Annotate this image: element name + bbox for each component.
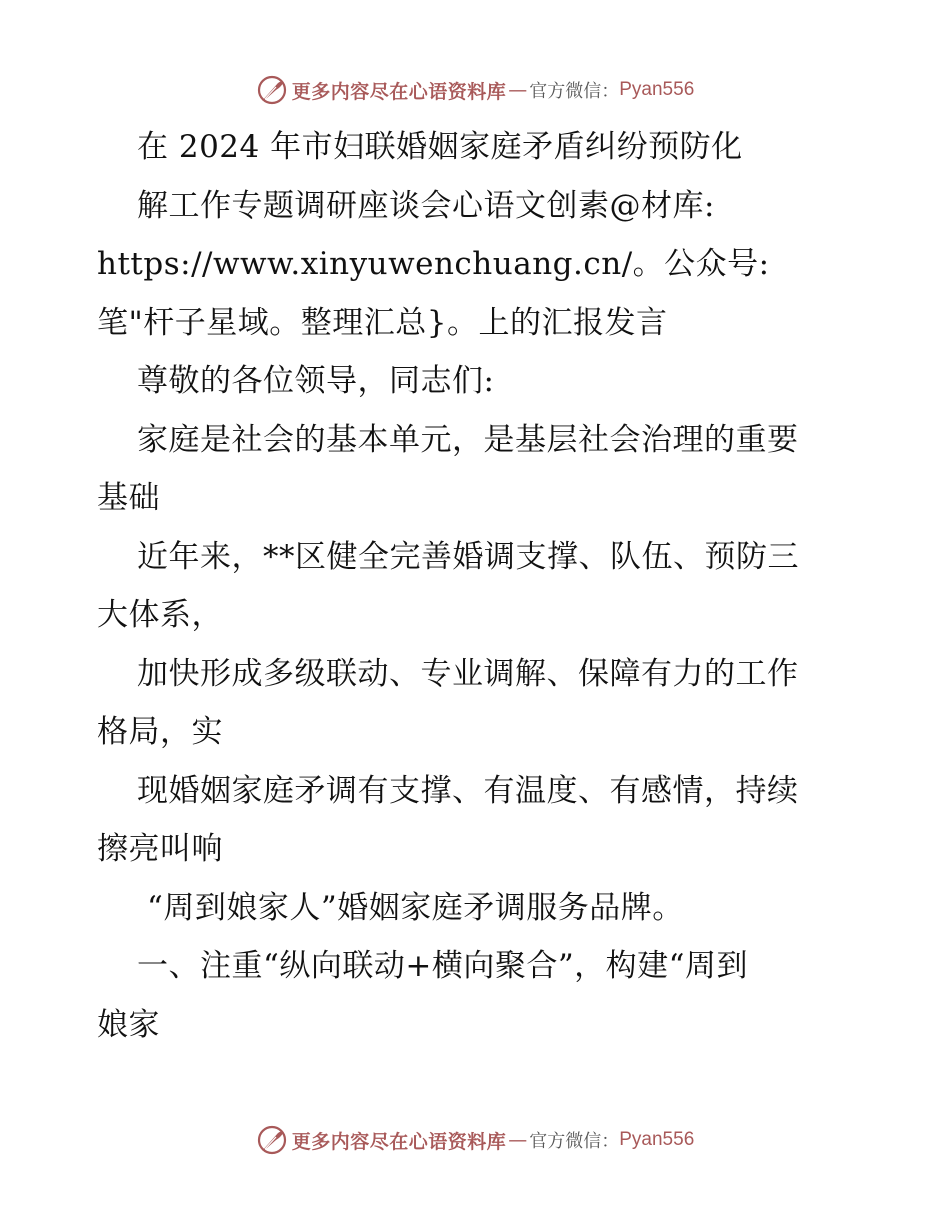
title-line-3: https://www.xinyuwenchuang.cn/。公众号: [97, 246, 770, 282]
feather-pen-logo-icon [256, 74, 288, 106]
paragraph-line: 大体系， [97, 597, 223, 633]
watermark-text: 更多内容尽在心语资料库 [291, 80, 507, 103]
paragraph-line: 现婚姻家庭矛调有支撑、有温度、有感情，持续 [137, 772, 799, 809]
salutation: 尊敬的各位领导，同志们: [137, 363, 495, 399]
paragraph-line: 基础 [97, 480, 160, 516]
paragraph-line: 近年来，**区健全完善婚调支撑、队伍、预防三 [137, 538, 799, 575]
wechat-id: Pyan556 [619, 79, 695, 100]
paragraph-line: 加快形成多级联动、专业调解、保障有力的工作 [137, 655, 799, 692]
section-heading-line: 娘家 [97, 1006, 160, 1043]
title-line-2: 解工作专题调研座谈会心语文创素@材库: [137, 187, 715, 224]
wechat-label: 官方微信： [529, 1131, 620, 1152]
header-watermark-banner [0, 70, 950, 110]
feather-pen-logo-icon [256, 1124, 288, 1156]
watermark-separator: — [508, 1129, 528, 1151]
paragraph-line: 格局，实 [97, 714, 223, 750]
watermark-text: 更多内容尽在心语资料库 [291, 1130, 507, 1153]
wechat-label: 官方微信： [529, 81, 620, 102]
paragraph-line: 家庭是社会的基本单元，是基层社会治理的重要 [137, 421, 799, 458]
paragraph-line: “周到娘家人”婚姻家庭矛调服务品牌。 [147, 889, 684, 926]
title-line-4: 笔"杆子星域。整理汇总}。上的汇报发言 [97, 304, 668, 341]
watermark-separator: — [508, 79, 528, 101]
paragraph-line: 擦亮叫响 [97, 831, 223, 867]
title-line-1: 在 2024 年市妇联婚姻家庭矛盾纠纷预防化 [137, 129, 743, 165]
wechat-id: Pyan556 [619, 1129, 695, 1150]
document-body [97, 118, 857, 1054]
section-heading-line: 一、注重“纵向联动+横向聚合”，构建“周到 [137, 948, 749, 984]
footer-watermark-banner [0, 1120, 950, 1160]
